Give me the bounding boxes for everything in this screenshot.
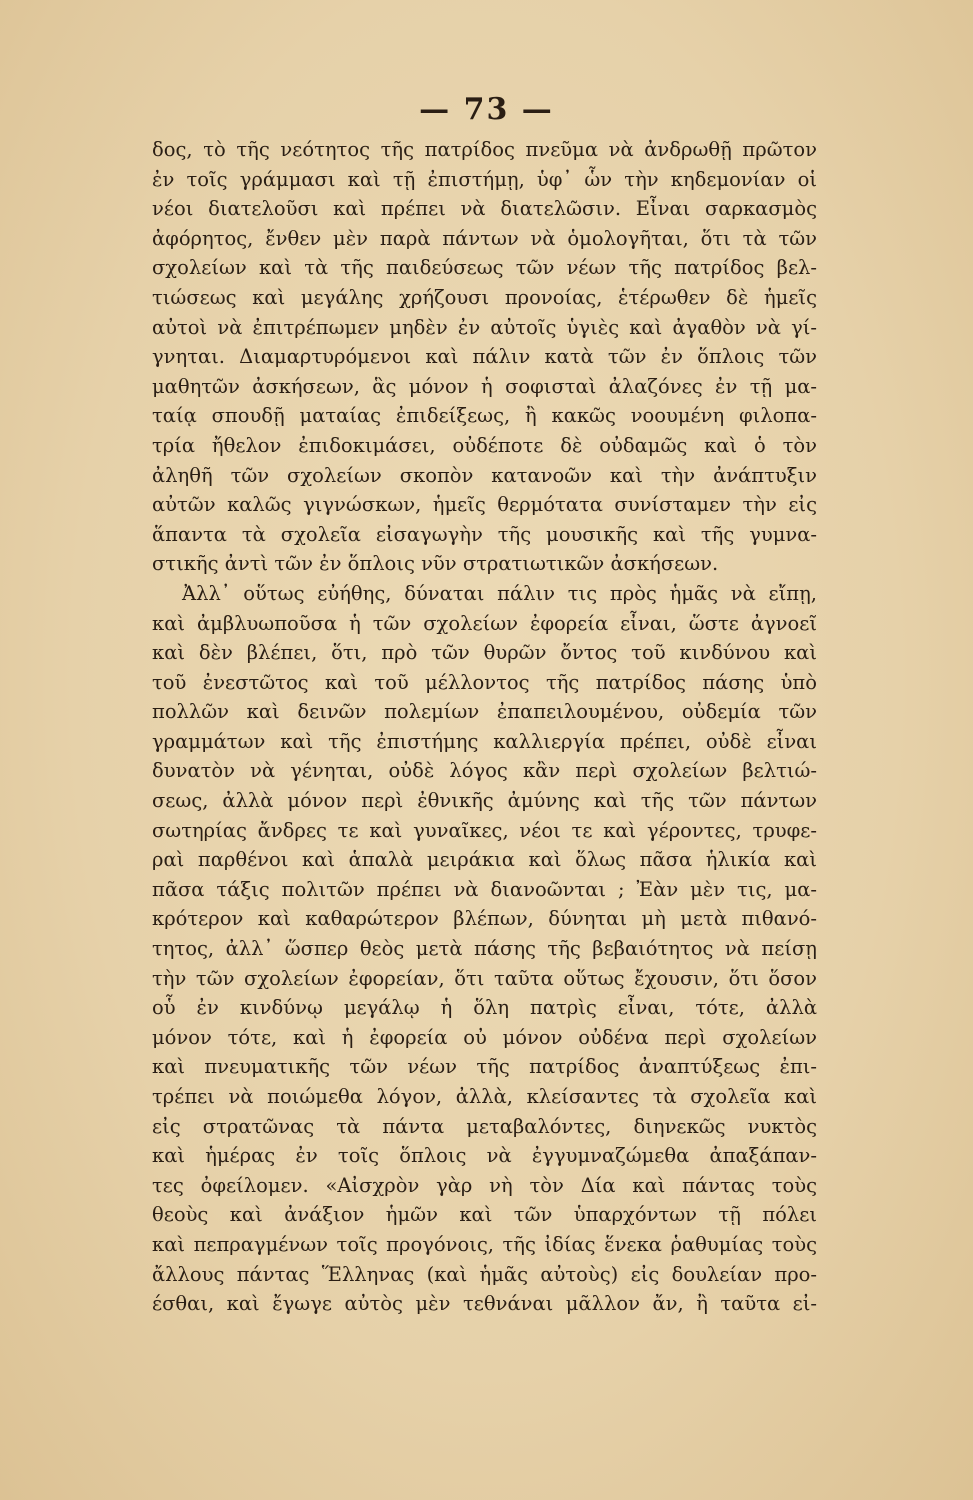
text-line: σχολείων καὶ τὰ τῆς παιδεύσεως τῶν νέων τῆς πατρίδος βελ- [152,256,817,280]
text-line: θεοὺς καὶ ἀνάξιον ἡμῶν καὶ τῶν ὑπαρχόντων τῇ πόλει [152,1203,817,1227]
text-line: ἀληθῆ τῶν σχολείων σκοπὸν κατανοῶν καὶ τὴν ἀνάπτυξιν [152,463,817,487]
text-line: ἀφόρητος, ἔνθεν μὲν παρὰ πάντων νὰ ὁμολογῆται, ὅτι τὰ τῶν [152,226,817,250]
text-line: Ἀλλ᾿ οὕτως εὐήθης, δύναται πάλιν τις πρὸς ἡμᾶς νὰ εἴπῃ, [182,581,817,605]
text-line: ἄλλους πάντας Ἕλληνας (καὶ ἡμᾶς αὐτοὺς) εἰς δουλείαν προ- [152,1262,817,1286]
text-line: ἅπαντα τὰ σχολεῖα εἰσαγωγὴν τῆς μουσικῆς καὶ τῆς γυμνα- [152,522,817,546]
text-line: αὐτοὶ νὰ ἐπιτρέπωμεν μηδὲν ἐν αὐτοῖς ὑγιὲς καὶ ἀγαθὸν νὰ γί- [152,315,817,339]
text-line: πᾶσα τάξις πολιτῶν πρέπει νὰ διανοῶνται ; Ἐὰν μὲν τις, μα- [152,877,817,901]
text-line: τητος, ἀλλ᾿ ὥσπερ θεὸς μετὰ πάσης τῆς βεβαιότητος νὰ πείσῃ [152,937,817,961]
text-line: πολλῶν καὶ δεινῶν πολεμίων ἐπαπειλουμένου, οὐδεμία τῶν [152,700,817,724]
text-line: καὶ πνευματικῆς τῶν νέων τῆς πατρίδος ἀναπτύξεως ἐπι- [152,1055,817,1079]
text-line: καὶ δὲν βλέπει, ὅτι, πρὸ τῶν θυρῶν ὄντος τοῦ κινδύνου καὶ [152,641,817,665]
text-line: ταίᾳ σπουδῇ ματαίας ἐπιδείξεως, ἢ κακῶς νοουμένη φιλοπα- [152,404,817,428]
text-line: τρία ἤθελον ἐπιδοκιμάσει, οὐδέποτε δὲ οὐδαμῶς καὶ ὁ τὸν [152,433,817,457]
text-line: δος, τὸ τῆς νεότητος τῆς πατρίδος πνεῦμα νὰ ἀνδρωθῇ πρῶτον [152,138,817,161]
text-line: στικῆς ἀντὶ τῶν ἐν ὅπλοις νῦν στρατιωτικῶν ἀσκήσεων. [152,552,719,576]
page-number: — 73 — [419,92,554,127]
text-line: ἐν τοῖς γράμμασι καὶ τῇ ἐπιστήμῃ, ὑφ᾿ ὧν τὴν κηδεμονίαν οἱ [152,167,817,191]
text-line: οὗ ἐν κινδύνῳ μεγάλῳ ἡ ὅλη πατρὶς εἶναι, τότε, ἀλλὰ [152,996,817,1020]
text-line: καὶ πεπραγμένων τοῖς προγόνοις, τῆς ἰδίας ἕνεκα ῥαθυμίας τοὺς [152,1232,817,1256]
body-text [152,135,817,1319]
text-line: μαθητῶν ἀσκήσεων, ἃς μόνον ἡ σοφισταὶ ἀλαζόνες ἐν τῇ μα- [152,374,817,398]
text-line: καὶ ἡμέρας ἐν τοῖς ὅπλοις νὰ ἐγγυμναζώμεθα ἀπαξάπαν- [152,1144,817,1168]
text-line: μόνον τότε, καὶ ἡ ἐφορεία οὐ μόνον οὐδένα περὶ σχολείων [152,1025,817,1049]
text-line: τοῦ ἐνεστῶτος καὶ τοῦ μέλλοντος τῆς πατρίδος πάσης ὑπὸ [152,670,817,694]
text-line: κρότερον καὶ καθαρώτερον βλέπων, δύνηται μὴ μετὰ πιθανό- [152,907,817,931]
text-line: γραμμάτων καὶ τῆς ἐπιστήμης καλλιεργία πρέπει, οὐδὲ εἶναι [152,729,817,753]
text-line: έσθαι, καὶ ἔγωγε αὐτὸς μὲν τεθνάναι μᾶλλον ἄν, ἢ ταῦτα εἰ- [152,1292,817,1316]
text-line: νέοι διατελοῦσι καὶ πρέπει νὰ διατελῶσιν. Εἶναι σαρκασμὸς [152,197,817,221]
text-line: τρέπει νὰ ποιώμεθα λόγον, ἀλλὰ, κλείσαντες τὰ σχολεῖα καὶ [152,1085,817,1108]
text-line: τες ὀφείλομεν. «Αἰσχρὸν γὰρ νὴ τὸν Δία καὶ πάντας τοὺς [152,1173,817,1197]
text-line: δυνατὸν νὰ γένηται, οὐδὲ λόγος κἂν περὶ σχολείων βελτιώ- [152,759,817,783]
text-line: τιώσεως καὶ μεγάλης χρήζουσι προνοίας, ἑτέρωθεν δὲ ἡμεῖς [152,285,817,309]
text-line: εἰς στρατῶνας τὰ πάντα μεταβαλόντες, διηνεκῶς νυκτὸς [152,1114,817,1138]
text-line: τὴν τῶν σχολείων ἐφορείαν, ὅτι ταῦτα οὕτως ἔχουσιν, ὅτι ὅσον [152,966,817,990]
text-line: αὐτῶν καλῶς γιγνώσκων, ἡμεῖς θερμότατα συνίσταμεν τὴν εἰς [152,493,817,517]
text-line: καὶ ἀμβλυωποῦσα ἡ τῶν σχολείων ἐφορεία εἶναι, ὥστε ἀγνοεῖ [152,611,817,635]
text-line: ραὶ παρθένοι καὶ ἁπαλὰ μειράκια καὶ ὅλως πᾶσα ἡλικία καὶ [152,848,817,872]
text-line: σεως, ἀλλὰ μόνον περὶ ἐθνικῆς ἀμύνης καὶ τῆς τῶν πάντων [152,789,817,813]
text-line: γνηται. Διαμαρτυρόμενοι καὶ πάλιν κατὰ τῶν ἐν ὅπλοις τῶν [152,345,817,369]
text-line: σωτηρίας ἄνδρες τε καὶ γυναῖκες, νέοι τε καὶ γέροντες, τρυφε- [152,818,817,842]
